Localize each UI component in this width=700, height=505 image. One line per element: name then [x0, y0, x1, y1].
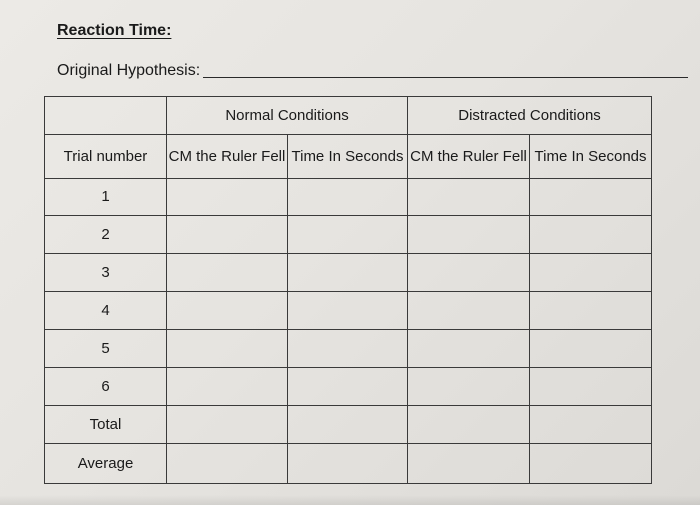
- total-label: Total: [45, 406, 167, 444]
- hypothesis-label: Original Hypothesis:: [57, 62, 201, 79]
- normal-time-cell[interactable]: [288, 444, 408, 484]
- page-bottom-shadow: [0, 495, 700, 505]
- distracted-conditions-header: Distracted Conditions: [408, 97, 652, 135]
- trial-number-header: Trial number: [45, 135, 167, 179]
- distracted-cm-cell[interactable]: [408, 292, 530, 330]
- distracted-time-header: Time In Seconds: [530, 135, 652, 179]
- distracted-time-cell[interactable]: [530, 254, 652, 292]
- distracted-time-cell[interactable]: [530, 216, 652, 254]
- distracted-cm-cell[interactable]: [408, 368, 530, 406]
- distracted-time-cell[interactable]: [530, 292, 652, 330]
- trial-label: 5: [45, 330, 167, 368]
- distracted-time-cell[interactable]: [530, 444, 652, 484]
- distracted-time-cell[interactable]: [530, 179, 652, 216]
- normal-time-header: Time In Seconds: [288, 135, 408, 179]
- distracted-cm-cell[interactable]: [408, 406, 530, 444]
- trial-label: 1: [45, 179, 167, 216]
- normal-time-cell[interactable]: [288, 254, 408, 292]
- distracted-cm-cell[interactable]: [408, 330, 530, 368]
- table-row: [45, 292, 652, 330]
- normal-conditions-header: Normal Conditions: [167, 97, 408, 135]
- table-row: [45, 254, 652, 292]
- normal-cm-cell[interactable]: [167, 368, 288, 406]
- table-row: [45, 368, 652, 406]
- normal-cm-cell[interactable]: [167, 330, 288, 368]
- normal-time-cell[interactable]: [288, 216, 408, 254]
- normal-time-cell[interactable]: [288, 330, 408, 368]
- normal-cm-header: CM the Ruler Fell: [167, 135, 288, 179]
- table-row: [45, 444, 652, 484]
- empty-corner-cell: [45, 97, 167, 135]
- table-row: [45, 216, 652, 254]
- normal-cm-cell[interactable]: [167, 179, 288, 216]
- distracted-time-cell[interactable]: [530, 330, 652, 368]
- trial-label: 6: [45, 368, 167, 406]
- table-row: [45, 406, 652, 444]
- hypothesis-answer-line: [203, 77, 688, 78]
- distracted-time-cell[interactable]: [530, 368, 652, 406]
- distracted-cm-cell[interactable]: [408, 254, 530, 292]
- trial-label: 3: [45, 254, 167, 292]
- distracted-time-cell[interactable]: [530, 406, 652, 444]
- normal-cm-cell[interactable]: [167, 406, 288, 444]
- normal-cm-cell[interactable]: [167, 292, 288, 330]
- group-header-row: [45, 97, 652, 135]
- distracted-cm-header: CM the Ruler Fell: [408, 135, 530, 179]
- normal-time-cell[interactable]: [288, 406, 408, 444]
- average-label: Average: [45, 444, 167, 484]
- normal-time-cell[interactable]: [288, 292, 408, 330]
- distracted-cm-cell[interactable]: [408, 216, 530, 254]
- distracted-cm-cell[interactable]: [408, 444, 530, 484]
- reaction-time-table: [44, 96, 652, 484]
- normal-cm-cell[interactable]: [167, 444, 288, 484]
- normal-time-cell[interactable]: [288, 179, 408, 216]
- distracted-cm-cell[interactable]: [408, 179, 530, 216]
- normal-time-cell[interactable]: [288, 368, 408, 406]
- column-header-row: [45, 135, 652, 179]
- trial-label: 4: [45, 292, 167, 330]
- normal-cm-cell[interactable]: [167, 254, 288, 292]
- worksheet-heading: Reaction Time:: [57, 22, 172, 39]
- normal-cm-cell[interactable]: [167, 216, 288, 254]
- table-row: [45, 179, 652, 216]
- table-row: [45, 330, 652, 368]
- trial-label: 2: [45, 216, 167, 254]
